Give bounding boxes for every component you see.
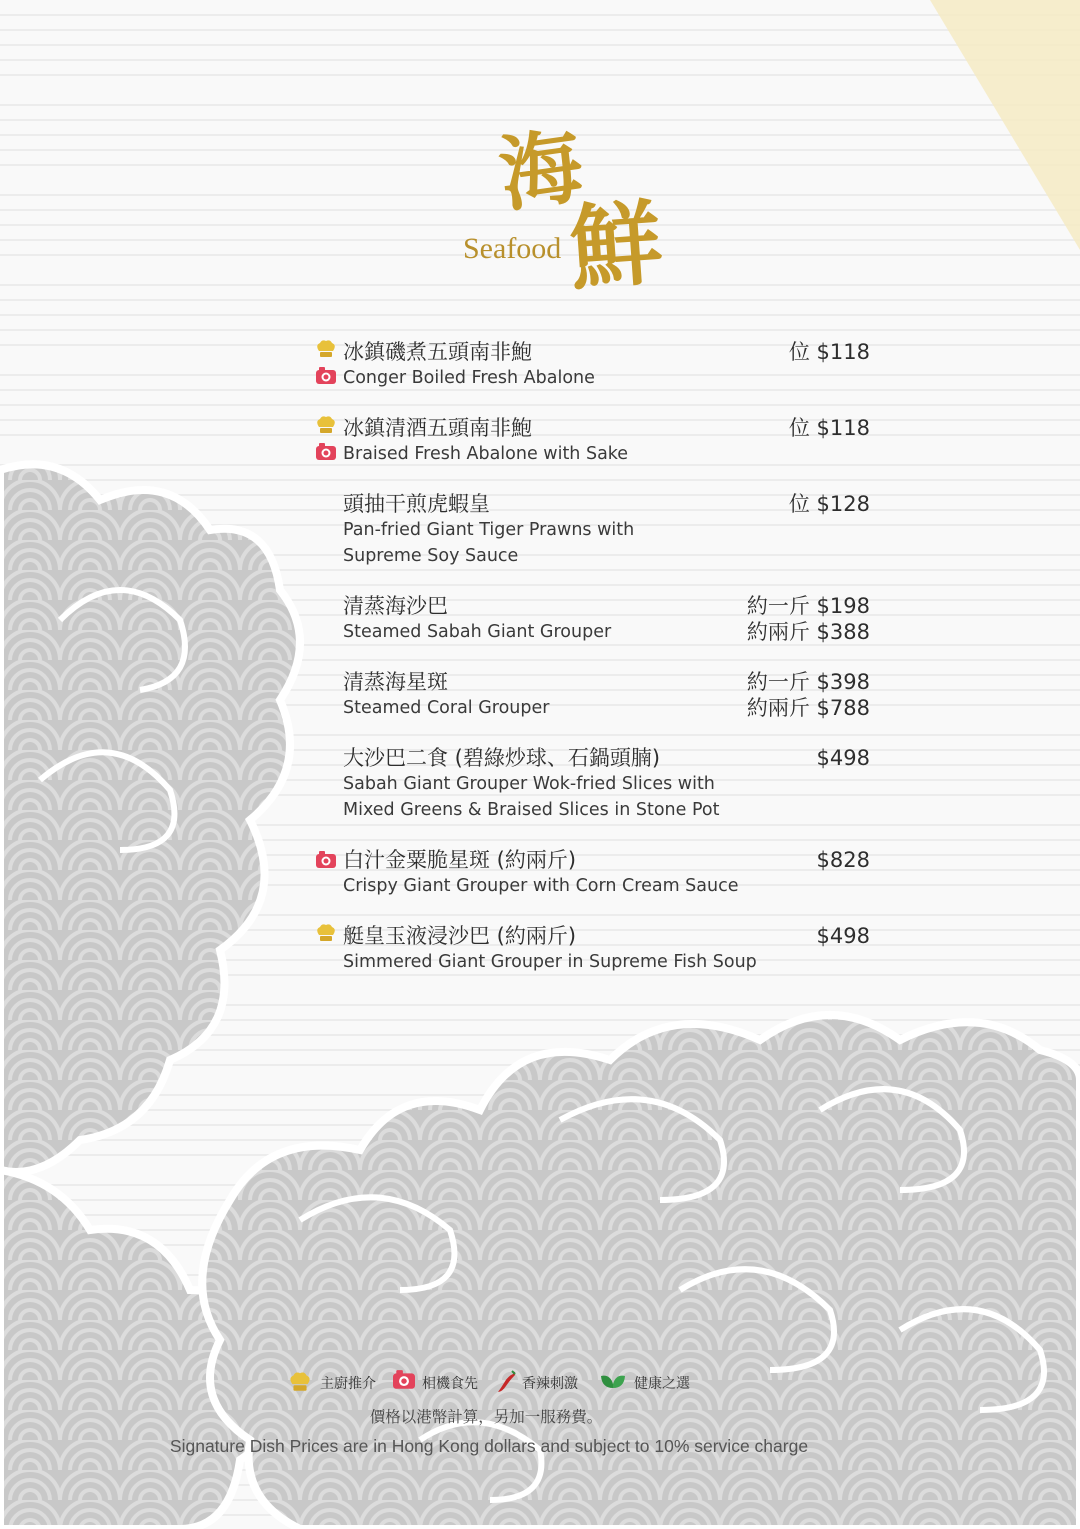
dish-price: $498 — [816, 746, 870, 770]
chef-hat-icon — [315, 339, 337, 359]
heading-cn-char-2: 鮮 — [566, 188, 666, 304]
dish-name-cn: 清蒸海星斑 — [343, 670, 448, 694]
menu-item — [343, 491, 870, 569]
legend-label: 健康之選 — [634, 1376, 690, 1392]
footer-note-en: Signature Dish Prices are in Hong Kong dollars and subject to 10% service charge — [169, 1436, 809, 1456]
dish-price-group — [747, 669, 870, 721]
legend-label: 主廚推介 — [320, 1376, 376, 1392]
dish-price-2: 約兩斤 $788 — [746, 696, 870, 720]
dish-price: $828 — [816, 848, 870, 872]
dish-name-en: Pan-fried Giant Tiger Prawns with — [343, 520, 635, 540]
menu-item — [343, 669, 870, 721]
menu-item — [343, 923, 870, 975]
leaf-icon — [600, 1370, 626, 1392]
menu-item — [343, 415, 870, 467]
footer-note-cn: 價格以港幣計算，另加一服務費。 — [369, 1408, 603, 1426]
dish-name-cn: 冰鎮磯煮五頭南非鮑 — [343, 340, 532, 364]
heading-en: Seafood — [463, 232, 562, 265]
chef-hat-icon — [288, 1370, 312, 1394]
dish-name-cn: 大沙巴二食 (碧綠炒球、石鍋頭腩) — [343, 746, 661, 770]
dish-price: 位 $118 — [788, 340, 870, 364]
dish-name-cn: 頭抽干煎虎蝦皇 — [343, 492, 490, 516]
dish-name-en: Mixed Greens & Braised Slices in Stone Pot — [343, 800, 720, 820]
dish-name-en: Supreme Soy Sauce — [343, 546, 519, 566]
camera-icon — [316, 443, 338, 463]
dish-name-en: Steamed Sabah Giant Grouper — [343, 622, 612, 642]
dish-price: 位 $118 — [788, 416, 870, 440]
chef-hat-icon — [315, 415, 337, 435]
legend-label: 相機食先 — [422, 1376, 478, 1392]
menu-item — [343, 745, 870, 823]
dish-price-2: 約兩斤 $388 — [746, 620, 870, 644]
dish-price-group — [747, 593, 870, 645]
dish-name-en: Crispy Giant Grouper with Corn Cream Sauce — [343, 876, 739, 896]
dish-name-cn: 冰鎮清酒五頭南非鮑 — [343, 416, 532, 440]
heading-cn-char-1: 海 — [493, 117, 589, 225]
menu-item — [343, 339, 870, 391]
legend-label: 香辣刺激 — [522, 1376, 578, 1392]
dish-name-en: Simmered Giant Grouper in Supreme Fish Soup — [343, 952, 757, 972]
dish-name-cn: 白汁金粟脆星斑 (約兩斤) — [343, 848, 577, 872]
dish-name-cn: 艇皇玉液浸沙巴 (約兩斤) — [343, 924, 577, 948]
camera-icon — [316, 367, 338, 387]
menu-item — [343, 847, 870, 899]
dish-name-en: Steamed Coral Grouper — [343, 698, 550, 718]
chef-hat-icon — [315, 923, 337, 943]
dish-name-cn: 清蒸海沙巴 — [343, 594, 448, 618]
menu-item — [343, 593, 870, 645]
dish-name-en: Sabah Giant Grouper Wok-fried Slices with — [343, 774, 715, 794]
camera-icon — [316, 851, 338, 871]
dish-price-1: 約一斤 $398 — [746, 670, 870, 694]
dish-price: $498 — [816, 924, 870, 948]
dish-price: 位 $128 — [788, 492, 870, 516]
dish-name-en: Conger Boiled Fresh Abalone — [343, 368, 595, 388]
dish-name-en: Braised Fresh Abalone with Sake — [343, 444, 629, 464]
dish-price-1: 約一斤 $198 — [746, 594, 870, 618]
chili-icon — [496, 1370, 518, 1394]
camera-icon — [393, 1370, 415, 1390]
